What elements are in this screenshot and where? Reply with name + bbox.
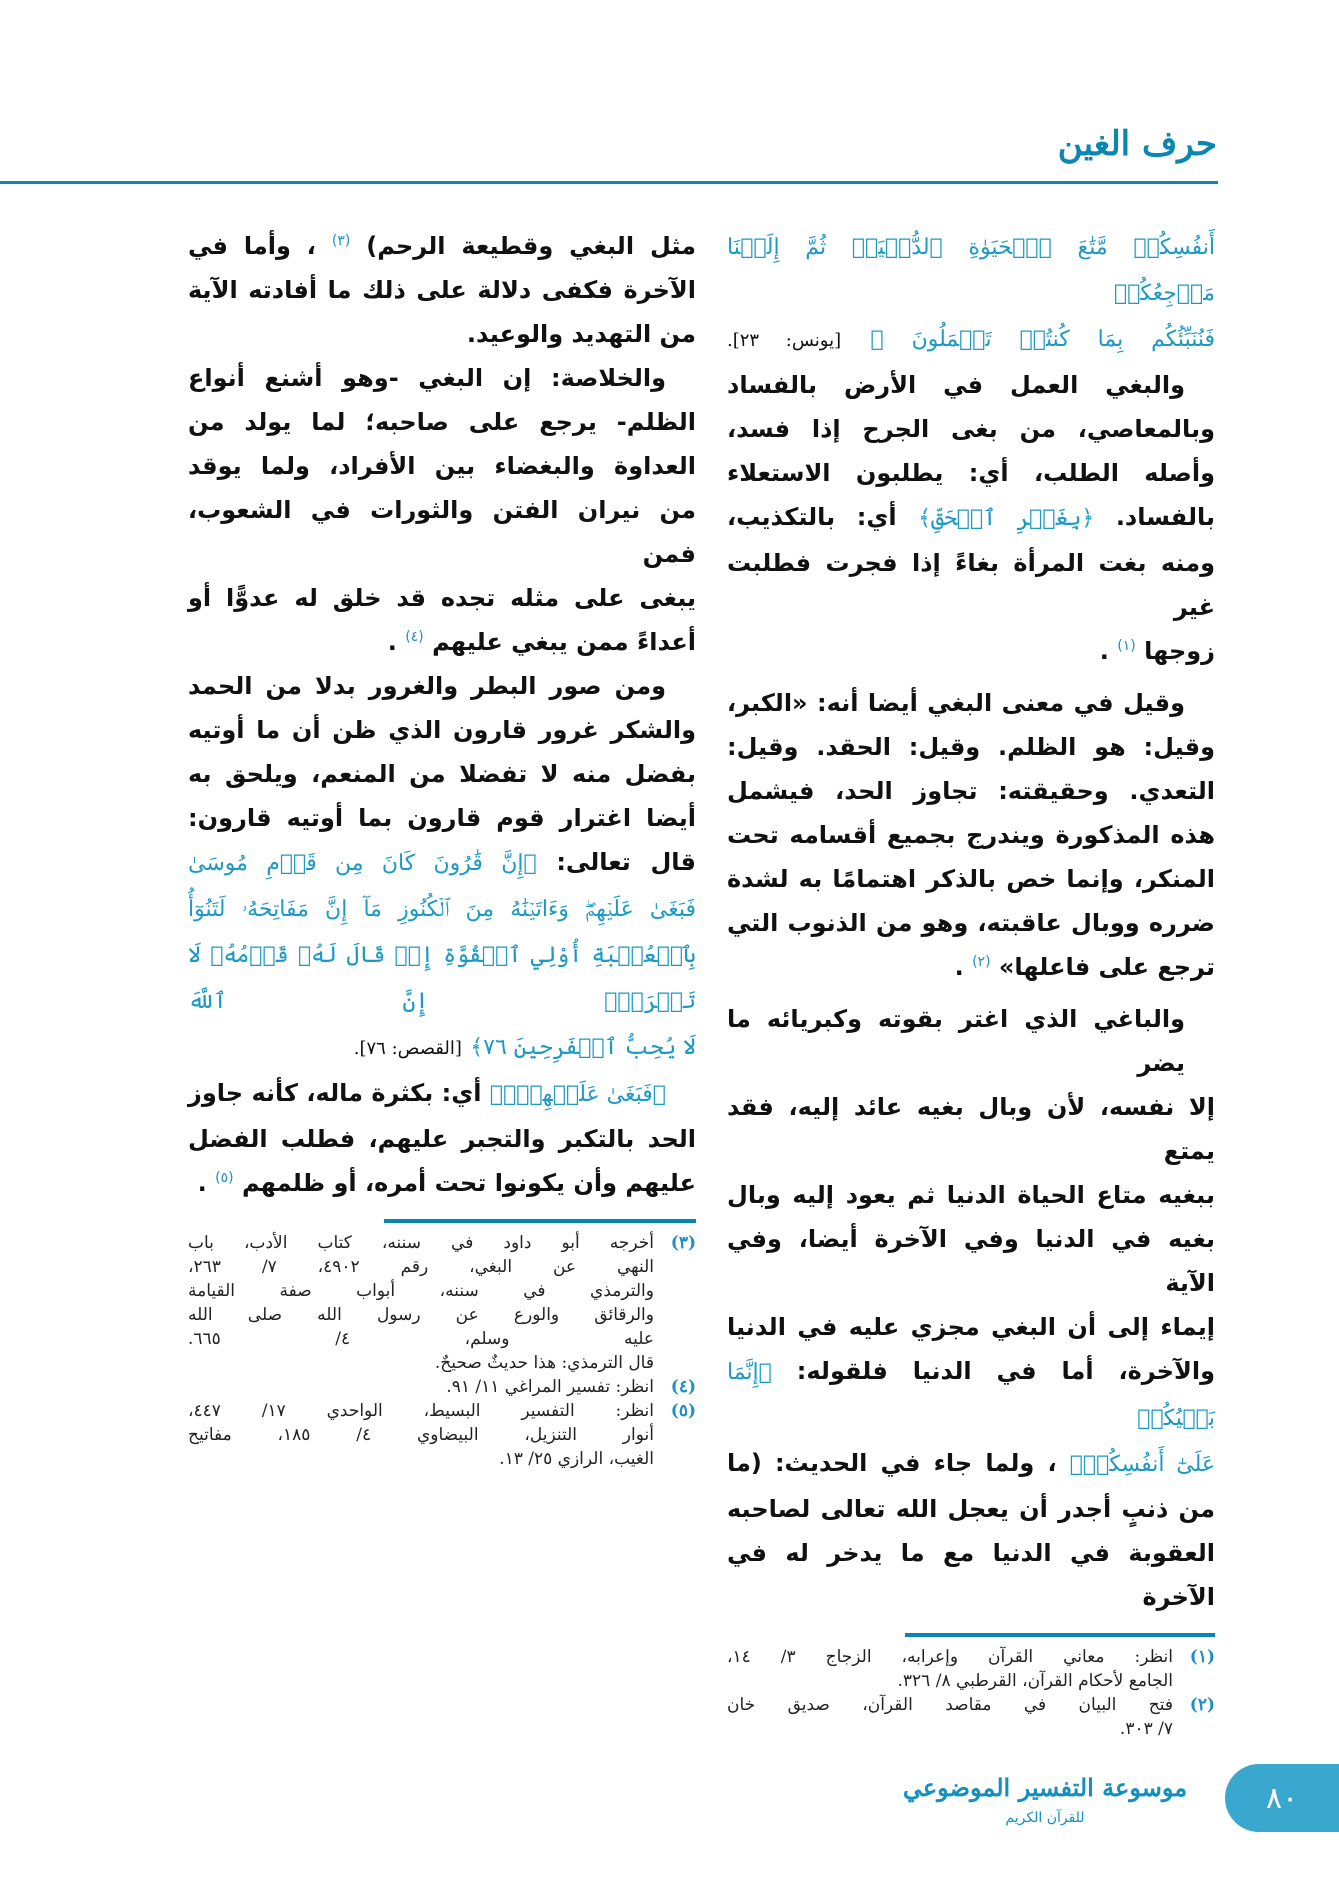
footnote-line: ٧/ ٣٠٣.: [1119, 1719, 1173, 1739]
quran-verse: فَبَغَىٰ عَلَيۡهِمۡۖ وَءَاتَيۡنَٰهُ مِنَ ٱلۡكُنُوزِ مَآ إِنَّ مَفَاتِحَهُۥ لَتَنُوٓأُ: [188, 897, 696, 922]
text-line: [727, 1217, 1215, 1305]
body-text: المنكر، وإنما خص بالذكر اهتمامًا به لشدة: [727, 865, 1215, 893]
quran-verse: ﴿بِغَيۡرِ ٱلۡحَقِّ﴾: [918, 506, 1095, 531]
footnote-line: الغيب، الرازي ٢٥/ ١٣.: [499, 1449, 654, 1469]
body-text: ضرره ووبال عاقبته، وهو من الذنوب التي: [727, 909, 1215, 937]
quran-verse: ﴿إِنَّمَا بَغۡيُكُمۡ: [727, 1360, 1215, 1431]
text-line: [727, 363, 1215, 407]
body-text: العداوة والبغضاء بين الأفراد، ولما يوقد: [188, 452, 696, 480]
footnote-reference: (٤): [405, 629, 424, 645]
footnote-number: (٢): [1189, 1695, 1215, 1715]
footnote-body: [727, 1645, 1173, 1693]
body-text: والآخرة، أما في الدنيا فلقوله:: [796, 1357, 1215, 1385]
text-line: [188, 1117, 696, 1161]
body-text: ببغيه متاع الحياة الدنيا ثم يعود إليه وبال: [727, 1181, 1215, 1209]
body-text: قال تعالى:: [556, 848, 696, 876]
text-line: [727, 813, 1215, 857]
body-text: إيماء إلى أن البغي مجزي عليه في الدنيا: [727, 1313, 1215, 1341]
body-text: أيضا اغترار قوم قارون بما أوتيه قارون:: [188, 804, 696, 832]
footnote: [727, 1645, 1215, 1693]
footnotes-left: [188, 1231, 696, 1471]
page-number: ٨٠: [1265, 1780, 1299, 1816]
footnote-line: انظر: التفسير البسيط، الواحدي ١٧/ ٤٤٧،: [188, 1401, 655, 1421]
text-line: [727, 1487, 1215, 1531]
footnote-divider-left: [384, 1219, 696, 1223]
text-line: [727, 316, 1215, 363]
text-line: [188, 312, 696, 356]
footnote-line: قال الترمذي: هذا حديثٌ صحيحٌ.: [434, 1353, 654, 1373]
text-line: [727, 945, 1215, 989]
footnote-line: عليه وسلم، ٤/ ٦٦٥.: [188, 1329, 654, 1349]
text-line: [188, 356, 696, 400]
footnote-divider-right: [905, 1633, 1215, 1637]
header-divider: [0, 181, 1218, 184]
text-line: [188, 576, 696, 620]
footnote-number: (٤): [670, 1377, 696, 1397]
text-line: [188, 268, 696, 312]
footnote-line: انظر: تفسير المراغي ١١/ ٩١.: [446, 1377, 654, 1397]
text-line: [727, 901, 1215, 945]
footnote-line: الجامع لأحكام القرآن، القرطبي ٨/ ٣٢٦.: [897, 1671, 1173, 1691]
body-text: الآخرة فكفى دلالة على ذلك ما أفادته الآية: [188, 276, 696, 304]
footnote-body: [188, 1231, 654, 1375]
footnote: [188, 1231, 696, 1375]
footnote-body: [188, 1399, 654, 1471]
body-text: ، وأما في: [188, 232, 316, 260]
body-text: والبغي العمل في الأرض بالفساد: [727, 371, 1185, 399]
footnote-reference: (١): [1117, 638, 1136, 654]
footnote-number: (١): [1189, 1647, 1215, 1667]
body-text: بفضل منه لا تفضلا من المنعم، ويلحق به: [188, 760, 696, 788]
body-text: وبالمعاصي، من بغى الجرح إذا فسد،: [727, 415, 1215, 443]
footnote-line: والرقائق والورع عن رسول الله صلى الله: [188, 1305, 654, 1325]
text-line: [727, 1173, 1215, 1217]
encyclopedia-logo: [880, 1768, 1210, 1848]
body-text: أعداءً ممن يبغي عليهم: [432, 628, 696, 656]
body-text: .: [197, 1169, 207, 1197]
right-column: [727, 224, 1215, 1741]
body-text: أي: بكثرة ماله، كأنه جاوز: [188, 1079, 482, 1107]
footnote: [188, 1399, 696, 1471]
text-line: [188, 400, 696, 444]
quran-verse: ﴿فَبَغَىٰ عَلَيۡهِمۡۖ﴾: [489, 1082, 666, 1107]
body-text: العقوبة في الدنيا مع ما يدخر له في الآخرة: [727, 1539, 1215, 1611]
text-line: [188, 1024, 696, 1071]
body-text: التعدي. وحقيقته: تجاوز الحد، فيشمل: [727, 777, 1215, 805]
text-line: [188, 932, 696, 1024]
left-column: [188, 224, 696, 1471]
text-line: [727, 1349, 1215, 1441]
text-line: [188, 840, 696, 886]
body-text: ترجع على فاعلها»: [998, 953, 1215, 981]
body-text: .: [1099, 637, 1109, 665]
quran-verse: عَلَىٰٓ أَنفُسِكُمۖ﴾: [1069, 1452, 1215, 1477]
text-line: [727, 1305, 1215, 1349]
footnote-line: والترمذي في سننه، أبواب صفة القيامة: [188, 1281, 654, 1301]
footnotes-right: [727, 1645, 1215, 1741]
body-text: إلا نفسه، لأن وبال بغيه عائد إليه، فقد يمتع: [727, 1093, 1215, 1165]
body-text: الحد بالتكبر والتجبر عليهم، فطلب الفضل: [188, 1125, 696, 1153]
quran-verse: لَا يُحِبُّ ٱلۡفَرِحِينَ ٧٦﴾: [470, 1035, 696, 1060]
body-text: الظلم- يرجع على صاحبه؛ لما يولد من: [188, 408, 696, 436]
body-text: بغيه في الدنيا وفي الآخرة أيضا، وفي الآية: [727, 1225, 1215, 1297]
footnote-reference: (٢): [972, 954, 991, 970]
text-line: [727, 725, 1215, 769]
footnote-body: [727, 1693, 1173, 1741]
body-text: ومن صور البطر والغرور بدلا من الحمد: [188, 672, 666, 700]
text-line: [727, 451, 1215, 495]
body-text: ، ولما جاء في الحديث: (ما: [727, 1449, 1057, 1477]
body-text: عليهم وأن يكونوا تحت أمره، أو ظلمهم: [241, 1169, 696, 1197]
text-line: [188, 664, 696, 708]
text-line: [188, 620, 696, 664]
text-line: [727, 495, 1215, 541]
body-text: مثل البغي وقطيعة الرحم): [366, 232, 697, 260]
footnote-reference: (٥): [215, 1170, 234, 1186]
text-line: [188, 1161, 696, 1205]
right-column-body: [727, 224, 1215, 1619]
footnote-body: [188, 1375, 654, 1399]
body-text: من نيران الفتن والثورات في الشعوب، فمن: [188, 496, 696, 568]
footnote-number: (٣): [670, 1233, 696, 1253]
body-text: يبغى على مثله تجده قد خلق له عدوًّا أو: [188, 584, 696, 612]
text-line: [727, 857, 1215, 901]
body-text: من التهديد والوعيد.: [466, 320, 696, 348]
quran-verse: ﴿إِنَّ قَٰرُونَ كَانَ مِن قَوۡمِ مُوسَىٰ: [188, 851, 537, 876]
text-line: [727, 541, 1215, 629]
footnote-line: النهي عن البغي، رقم ٤٩٠٢، ٧/ ٢٦٣،: [188, 1257, 655, 1277]
footnote-number: (٥): [670, 1401, 696, 1421]
paragraph-gap: [727, 989, 1215, 997]
footnote-line: انظر: معاني القرآن وإعرابه، الزجاج ٣/ ١٤،: [727, 1647, 1173, 1667]
quran-verse: أَنفُسِكُمۖ مَّتَٰعَ ٱلۡحَيَوٰةِ ٱلدُّنۡيَاۖ ثُمَّ إِلَيۡنَا مَرۡجِعُكُمۡ: [727, 235, 1215, 306]
text-line: [727, 407, 1215, 451]
body-text: وقيل في معنى البغي أيضا أنه: «الكبر،: [727, 689, 1185, 717]
body-text: .: [387, 628, 397, 656]
body-text: وقيل: هو الظلم. وقيل: الحقد. وقيل:: [727, 733, 1215, 761]
body-text: هذه المذكورة ويندرج بجميع أقسامه تحت: [727, 821, 1215, 849]
text-line: [188, 796, 696, 840]
footnote: [727, 1693, 1215, 1741]
text-line: [727, 997, 1215, 1085]
verse-citation: [القصص: ٧٦].: [353, 1038, 462, 1059]
text-line: [727, 1441, 1215, 1487]
text-line: [727, 1085, 1215, 1173]
quran-verse: فَنُنَبِّئُكُم بِمَا كُنتُمۡ تَعۡمَلُونَ ﴾: [870, 327, 1216, 352]
body-text: ومنه بغت المرأة بغاءً إذا فجرت فطلبت غير: [727, 549, 1215, 621]
body-text: والباغي الذي اغتر بقوته وكبريائه ما يضر: [727, 1005, 1185, 1077]
chapter-title: حرف الغين: [1057, 124, 1217, 164]
logo-subtitle: للقرآن الكريم: [1005, 1810, 1085, 1826]
verse-citation: [يونس: ٢٣].: [727, 330, 842, 351]
text-line: [188, 488, 696, 576]
body-text: بالفساد.: [1115, 503, 1215, 531]
text-line: [188, 708, 696, 752]
left-column-body: [188, 224, 696, 1205]
text-line: [188, 224, 696, 268]
footnote-line: فتح البيان في مقاصد القرآن، صديق خان: [727, 1695, 1173, 1715]
logo-title: موسوعة التفسير الموضوعي: [902, 1773, 1188, 1802]
footnote-reference: (٣): [331, 233, 351, 249]
body-text: وأصله الطلب، أي: يطلبون الاستعلاء: [727, 459, 1215, 487]
text-line: [188, 886, 696, 932]
text-line: [188, 444, 696, 488]
text-line: [727, 629, 1215, 673]
text-line: [188, 1071, 696, 1117]
text-line: [727, 681, 1215, 725]
text-line: [188, 752, 696, 796]
body-text: والخلاصة: إن البغي -وهو أشنع أنواع: [188, 364, 666, 392]
text-line: [727, 224, 1215, 316]
footnote-line: أنوار التنزيل، البيضاوي ٤/ ١٨٥، مفاتيح: [188, 1425, 654, 1445]
footnote-line: أخرجه أبو داود في سننه، كتاب الأدب، باب: [188, 1233, 654, 1253]
body-text: أي: بالتكذيب،: [727, 503, 897, 531]
page-number-badge: [1225, 1764, 1339, 1832]
quran-verse: بِٱلۡعُصۡبَةِ أُوْلِي ٱلۡقُوَّةِ إِذۡ قَالَ لَهُۥ قَوۡمُهُۥ لَا تَفۡرَحۡۖ إِنَّ ٱللَّهَ: [188, 943, 696, 1014]
body-text: من ذنبٍ أجدر أن يعجل الله تعالى لصاحبه: [727, 1495, 1215, 1523]
body-text: .: [954, 953, 964, 981]
paragraph-gap: [727, 673, 1215, 681]
body-text: زوجها: [1144, 637, 1215, 665]
text-line: [727, 1531, 1215, 1619]
footnote: [188, 1375, 696, 1399]
body-text: والشكر غرور قارون الذي ظن أن ما أوتيه: [188, 716, 696, 744]
text-line: [727, 769, 1215, 813]
